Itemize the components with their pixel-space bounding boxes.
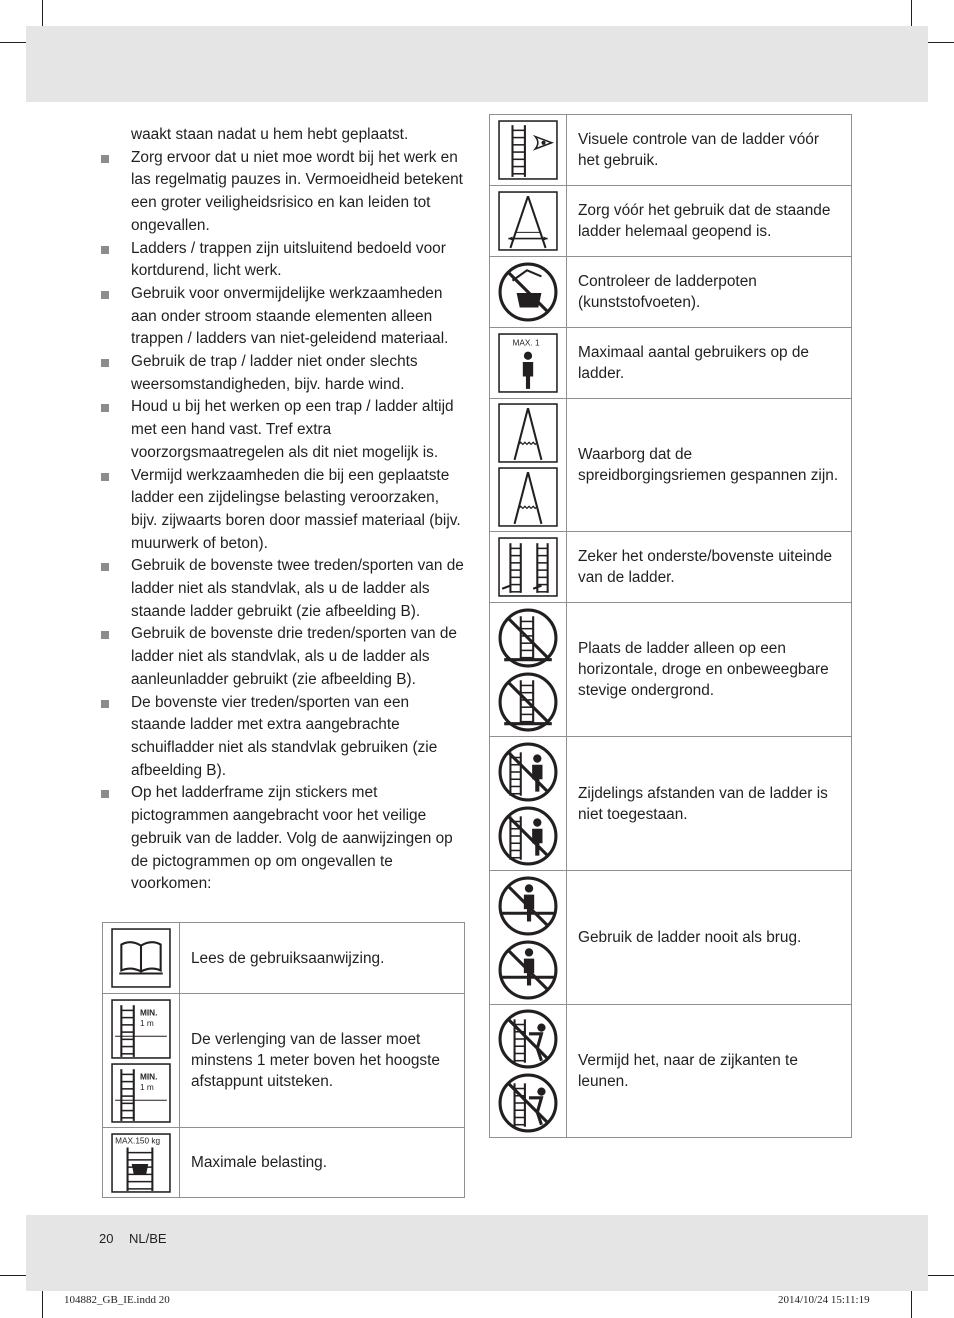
pictogram-row — [490, 1005, 852, 1138]
pictogram-cell — [490, 737, 567, 871]
bullet-item — [100, 283, 468, 351]
visual-check-icon — [498, 120, 558, 180]
bullet-text: Vermijd werkzaamheden die bij een geplaatste ladder een zijdelingse belasting veroorzaken, bijv. zijwaarts boren door massief materiaal (bijv. muurwerk of beton). — [131, 466, 461, 552]
no-bridge-icon — [498, 876, 558, 936]
pictogram-row — [490, 737, 852, 871]
no-bridge-icon-2 — [498, 940, 558, 1000]
pictogram-description: Zeker het onderste/bovenste uiteinde van de ladder. — [567, 532, 852, 603]
bullet-item — [100, 782, 468, 896]
pictogram-row — [490, 257, 852, 328]
pictogram-cell — [490, 532, 567, 603]
ladder-feet-icon — [498, 262, 558, 322]
pictogram-row — [490, 603, 852, 737]
pictogram-description: Zorg vóór het gebruik dat de staande ladder helemaal geopend is. — [567, 186, 852, 257]
read-manual-icon — [111, 928, 171, 988]
slug-timestamp: 2014/10/24 15:11:19 — [778, 1294, 870, 1306]
no-leaning-icon — [498, 1009, 558, 1069]
pictogram-description: Vermijd het, naar de zijkanten te leunen. — [567, 1005, 852, 1138]
bullet-text: waakt staan nadat u hem hebt geplaatst. — [131, 126, 409, 143]
crop-mark — [42, 0, 43, 28]
bullet-item — [100, 351, 468, 396]
bullet-square-icon — [101, 473, 109, 481]
pictogram-description: Visuele controle van de ladder vóór het gebruik. — [567, 115, 852, 186]
pictogram-description: Waarborg dat de spreidborgingsriemen gespannen zijn. — [567, 399, 852, 532]
bullet-square-icon — [101, 155, 109, 163]
pictogram-description: Plaats de ladder alleen op een horizontale, droge en onbeweegbare stevige ondergrond. — [567, 603, 852, 737]
svg-text:1 m: 1 m — [139, 1082, 154, 1092]
bullet-square-icon — [101, 359, 109, 367]
pictogram-row — [103, 923, 465, 994]
pictogram-description: Maximaal aantal gebruikers op de ladder. — [567, 328, 852, 399]
pictogram-cell — [103, 1128, 180, 1198]
pictogram-description: Zijdelings afstanden van de ladder is niet toegestaan. — [567, 737, 852, 871]
no-leaning-icon-2 — [498, 1073, 558, 1133]
pictogram-description: De verlenging van de lasser moet minstens 1 meter boven het hoogste afstappunt uitsteken. — [180, 994, 465, 1128]
pictogram-cell — [103, 923, 180, 994]
max-users-icon — [498, 333, 558, 393]
pictogram-table-right — [489, 114, 852, 1138]
bullet-item — [100, 692, 468, 783]
ladder-extension-1m-icon — [111, 999, 171, 1059]
bullet-text: Op het ladderframe zijn stickers met pictogrammen aangebracht voor het veilige gebruik van de ladder. Volg de aanwijzingen op de pictogrammen op om ongevallen te voorkomen: — [131, 784, 453, 893]
secure-ladder-ends-icon — [498, 537, 558, 597]
bullet-square-icon — [101, 700, 109, 708]
pictogram-row — [490, 186, 852, 257]
fully-open-ladder-icon — [498, 191, 558, 251]
pictogram-table-left — [102, 922, 465, 1198]
pictogram-description: Gebruik de ladder nooit als brug. — [567, 871, 852, 1005]
pictogram-description: Maximale belasting. — [180, 1128, 465, 1198]
page-number: 20 — [99, 1231, 114, 1246]
bullet-item — [100, 147, 468, 238]
slug-filename: 104882_GB_IE.indd 20 — [64, 1294, 170, 1306]
ladder-extension-1m-icon-2 — [111, 1063, 171, 1123]
bullet-square-icon — [101, 404, 109, 412]
pictogram-row — [490, 871, 852, 1005]
pictogram-description: Lees de gebruiksaanwijzing. — [180, 923, 465, 994]
spreader-straps-icon-2 — [498, 467, 558, 527]
pictogram-cell — [490, 603, 567, 737]
crop-mark — [911, 0, 912, 28]
footer-band — [26, 1215, 928, 1291]
crop-mark — [0, 42, 28, 43]
header-band — [26, 26, 928, 102]
bullet-item — [100, 396, 468, 464]
pictogram-cell — [490, 186, 567, 257]
bullet-item — [100, 124, 468, 147]
bullet-square-icon — [101, 631, 109, 639]
bullet-item — [100, 238, 468, 283]
bullet-square-icon — [101, 291, 109, 299]
pictogram-row — [490, 328, 852, 399]
bullet-text: Gebruik de bovenste twee treden/sporten van de ladder niet als standvlak, als u de ladder als staande ladder gebruikt (zie afbeelding B). — [131, 557, 464, 620]
bullet-square-icon — [101, 246, 109, 254]
no-side-step-icon-2 — [498, 806, 558, 866]
crop-mark — [926, 1275, 954, 1276]
svg-text:1 m: 1 m — [139, 1018, 154, 1028]
level-ground-icon — [498, 608, 558, 668]
bullet-item — [100, 465, 468, 556]
svg-text:MAX.150 kg: MAX.150 kg — [115, 1135, 161, 1145]
pictogram-row — [490, 399, 852, 532]
pictogram-cell — [490, 871, 567, 1005]
bullet-text: Zorg ervoor dat u niet moe wordt bij het werk en las regelmatig pauzes in. Vermoeidheid betekent een groter veiligheidsrisico en kan leiden tot ongevallen. — [131, 148, 463, 234]
bullet-square-icon — [101, 790, 109, 798]
crop-mark — [926, 42, 954, 43]
crop-mark — [42, 1290, 43, 1318]
pictogram-cell — [490, 257, 567, 328]
pictogram-row — [103, 1128, 465, 1198]
pictogram-description: Controleer de ladderpoten (kunststofvoeten). — [567, 257, 852, 328]
pictogram-row — [490, 532, 852, 603]
pictogram-row — [490, 115, 852, 186]
spreader-straps-icon — [498, 403, 558, 463]
svg-text:MIN.: MIN. — [139, 1072, 158, 1082]
svg-text:MAX. 1: MAX. 1 — [512, 338, 540, 348]
bullet-text: Gebruik voor onvermijdelijke werkzaamheden aan onder stroom staande elementen alleen trappen / ladders van niet-geleidend materiaal. — [131, 284, 449, 348]
bullet-text: Houd u bij het werken op een trap / ladder altijd met een hand vast. Tref extra voorzorgsmaatregelen als dit niet mogelijk is. — [131, 398, 454, 461]
safety-bullet-list — [100, 124, 468, 896]
crop-mark — [911, 1290, 912, 1318]
level-ground-icon-2 — [498, 672, 558, 732]
bullet-square-icon — [101, 563, 109, 571]
crop-mark — [0, 1275, 28, 1276]
bullet-item — [100, 555, 468, 623]
bullet-text: Ladders / trappen zijn uitsluitend bedoeld voor kortdurend, licht werk. — [131, 239, 446, 280]
bullet-text: Gebruik de trap / ladder niet onder slechts weersomstandigheden, bijv. harde wind. — [131, 353, 418, 393]
no-side-step-icon — [498, 742, 558, 802]
bullet-text: De bovenste vier treden/sporten van een staande ladder met extra aangebrachte schuifladder niet als standvlak gebruiken (zie afbeelding B). — [131, 693, 438, 779]
bullet-item — [100, 623, 468, 691]
max-load-icon — [111, 1133, 171, 1193]
pictogram-cell — [490, 328, 567, 399]
pictogram-cell — [490, 115, 567, 186]
pictogram-row — [103, 994, 465, 1128]
pictogram-cell — [103, 994, 180, 1128]
pictogram-cell — [490, 1005, 567, 1138]
bullet-text: Gebruik de bovenste drie treden/sporten van de ladder niet als standvlak, als u de ladder als aanleunladder gebruikt (zie afbeelding B). — [131, 625, 457, 688]
pictogram-cell — [490, 399, 567, 532]
language-code: NL/BE — [129, 1231, 167, 1246]
svg-text:MIN.: MIN. — [139, 1008, 158, 1018]
